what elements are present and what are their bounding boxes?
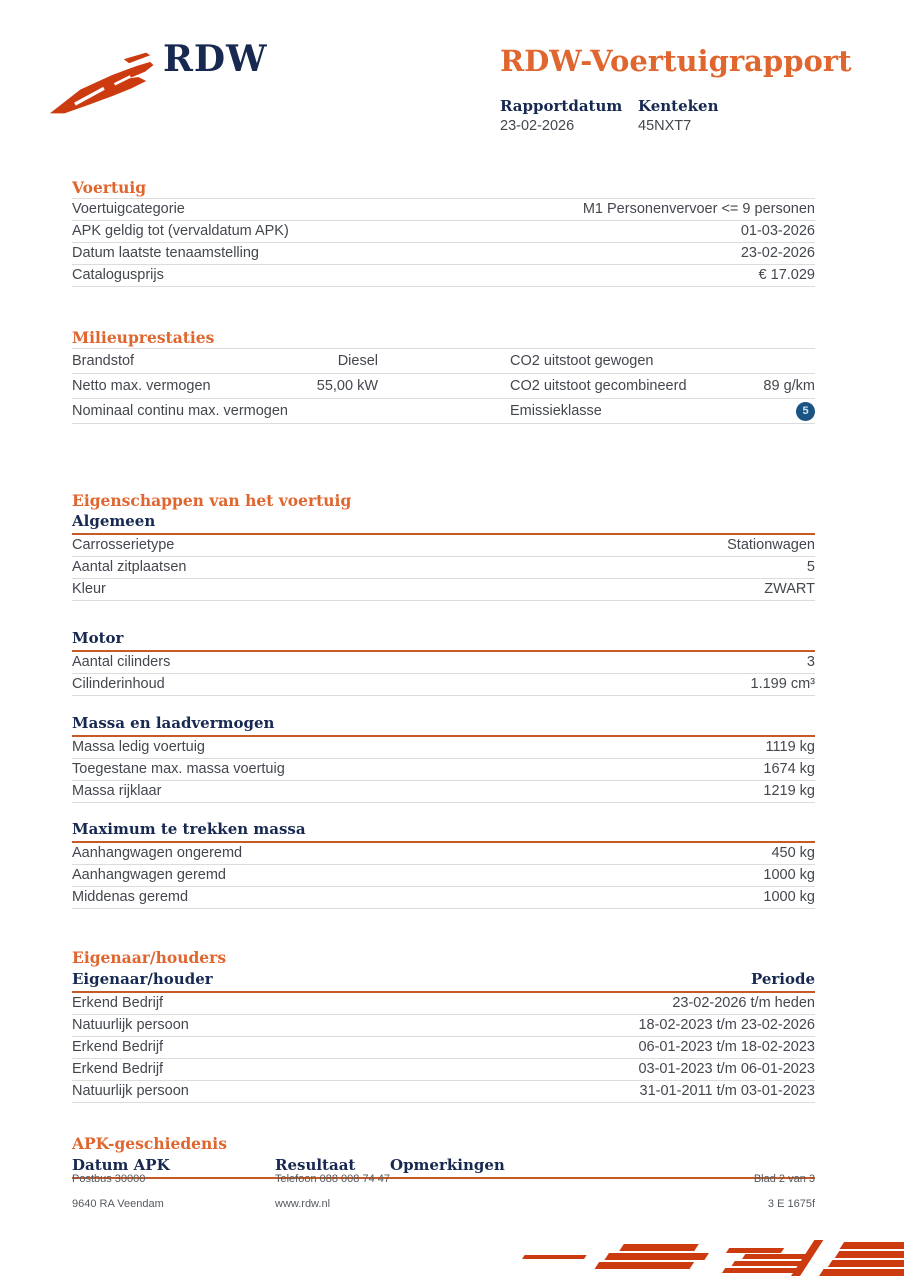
motor-table [72,652,815,696]
logo-wordmark: RDW [163,38,268,80]
table-row [72,652,815,674]
row-label: Netto max. vermogen [72,378,211,394]
footer-website: www.rdw.nl [275,1198,331,1210]
row-value: 1119 kg [765,739,815,755]
group-heading: Algemeen [72,513,815,535]
group-heading: Maximum te trekken massa [72,821,815,843]
row-label: Datum laatste tenaamstelling [72,245,259,261]
row-label: Emissieklasse [510,403,602,419]
owner-period: 03-01-2023 t/m 06-01-2023 [638,1061,815,1077]
row-label: Cilinderinhoud [72,676,165,692]
col-apk-date-header: Datum APK [72,1156,170,1174]
rdw-bird-logo-icon [38,50,166,116]
table-row [72,399,815,424]
group-algemeen [72,513,815,601]
group-heading: Motor [72,630,815,652]
section-heading: Eigenschappen van het voertuig [72,491,352,510]
row-label: Aanhangwagen geremd [72,867,226,883]
section-heading: Milieuprestaties [72,328,215,347]
row-value: 89 g/km [763,378,815,394]
owner-type: Natuurlijk persoon [72,1083,189,1099]
row-value: 450 kg [771,845,815,861]
row-label: CO2 uitstoot gecombineerd [510,378,687,394]
section-heading: APK-geschiedenis [72,1134,227,1153]
owners-table-header [72,970,815,993]
section-heading: Eigenaar/houders [72,948,227,967]
owner-period: 23-02-2026 t/m heden [672,995,815,1011]
table-row [72,557,815,579]
row-label: Toegestane max. massa voertuig [72,761,285,777]
footer-phone: Telefoon 088 008 74 47 [275,1173,390,1185]
row-label: Catalogusprijs [72,267,164,283]
footer-address-line1: Postbus 30000 [72,1173,146,1185]
table-row [72,374,815,399]
row-value: € 17.029 [758,267,815,283]
license-plate-label: Kenteken [638,97,719,115]
row-value: 1219 kg [763,783,815,799]
table-row [72,535,815,557]
row-label: Massa ledig voertuig [72,739,205,755]
section-eigenaren [72,948,815,1103]
milieu-table [72,348,815,424]
row-label: CO2 uitstoot gewogen [510,353,654,369]
owner-period: 31-01-2011 t/m 03-01-2023 [639,1083,815,1099]
row-label: Aantal cilinders [72,654,171,670]
col-period-header: Periode [750,970,815,988]
owner-type: Erkend Bedrijf [72,1061,164,1077]
col-owner-header: Eigenaar/houder [72,970,213,988]
license-plate-value: 45NXT7 [638,118,692,134]
table-row [72,349,815,374]
table-row [72,674,815,696]
table-row [72,199,815,221]
row-value: ZWART [764,581,815,597]
row-label: APK geldig tot (vervaldatum APK) [72,223,289,239]
footer-page-indicator: Blad 2 van 3 [753,1173,815,1185]
row-label: Aantal zitplaatsen [72,559,187,575]
algemeen-table [72,535,815,601]
col-apk-result-header: Resultaat [275,1156,356,1174]
footer-address-line2: 9640 RA Veendam [72,1198,164,1210]
table-row [72,579,815,601]
table-row [72,221,815,243]
footer-doc-code: 3 E 1675f [767,1198,815,1210]
table-row [72,1059,815,1081]
table-row [72,1081,815,1103]
row-label: Middenas geremd [72,889,189,905]
owners-table [72,993,815,1103]
footer-line-1 [72,1173,815,1186]
row-value: 1000 kg [763,889,815,905]
trekken-massa-table [72,843,815,909]
row-label: Voertuigcategorie [72,201,185,217]
table-row [72,843,815,865]
owner-type: Erkend Bedrijf [72,1039,164,1055]
row-label: Carrosserietype [72,537,175,553]
row-value: 1.199 cm³ [750,676,815,692]
section-voertuig [72,178,815,287]
group-heading: Massa en laadvermogen [72,715,815,737]
col-apk-remarks-header: Opmerkingen [390,1156,505,1174]
section-eigenschappen-heading [72,491,815,511]
report-date-label: Rapportdatum [500,97,623,115]
table-row [72,1037,815,1059]
table-row [72,993,815,1015]
row-value: M1 Personenvervoer <= 9 personen [582,201,815,217]
row-label: Kleur [72,581,106,597]
row-label: Nominaal continu max. vermogen [72,403,288,419]
page-title: RDW-Voertuigrapport [500,44,852,78]
table-row [72,887,815,909]
row-value: 01-03-2026 [740,223,815,239]
row-value: 5 [806,559,815,575]
owner-period: 06-01-2023 t/m 18-02-2023 [638,1039,815,1055]
group-trekken-massa [72,821,815,909]
group-motor [72,630,815,696]
table-row [72,759,815,781]
group-massa [72,715,815,803]
report-date-value: 23-02-2026 [500,118,575,134]
section-milieuprestaties [72,328,815,424]
table-row [72,1015,815,1037]
emission-class-badge: 5 [796,402,815,421]
table-row [72,243,815,265]
section-heading: Voertuig [72,178,147,197]
row-value: 55,00 kW [316,378,378,394]
row-value: 1000 kg [763,867,815,883]
owner-period: 18-02-2023 t/m 23-02-2026 [638,1017,815,1033]
rdw-speed-stripes-icon [514,1236,904,1280]
row-value: Diesel [337,353,378,369]
row-value: 1674 kg [763,761,815,777]
voertuig-table [72,198,815,287]
row-label: Brandstof [72,353,135,369]
row-value: Stationwagen [727,537,815,553]
row-label: Massa rijklaar [72,783,162,799]
table-row [72,781,815,803]
footer-line-2 [72,1198,815,1211]
row-value: 23-02-2026 [740,245,815,261]
massa-table [72,737,815,803]
owner-type: Natuurlijk persoon [72,1017,189,1033]
table-row [72,737,815,759]
owner-type: Erkend Bedrijf [72,995,164,1011]
row-label: Aanhangwagen ongeremd [72,845,243,861]
table-row [72,265,815,287]
row-value: 3 [806,654,815,670]
table-row [72,865,815,887]
